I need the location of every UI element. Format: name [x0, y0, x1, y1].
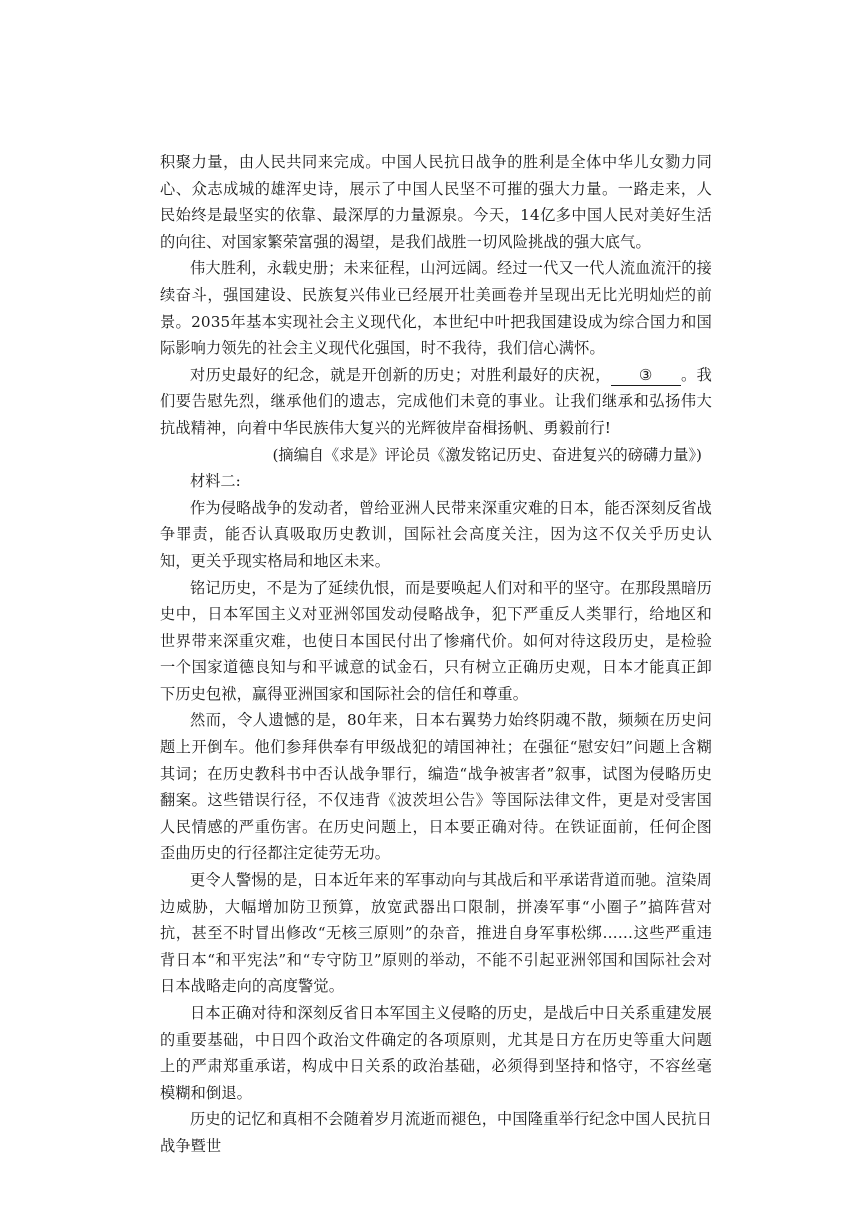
paragraph-3-after-blank: 。我们要告慰先烈，继承他们的遗志，完成他们未竟的事业。让我们继承和弘扬伟大抗战精神，向着中华民族伟大复兴的光辉彼岸奋楫扬帆、勇毅前行!	[160, 365, 712, 437]
paragraph-3-before-blank: 对历史最好的纪念，就是开创新的历史；对胜利最好的庆祝，	[190, 365, 611, 384]
material-two-paragraph-5: 日本正确对待和深刻反省日本军国主义侵略的历史，是战后中日关系重建发展的重要基础，中日四个政治文件确定的各项原则，尤其是日方在历史等重大问题上的严肃郑重承诺，构成中日关系的政治基础，必须得到坚持和恪守，不容丝毫模糊和倒退。	[160, 1004, 712, 1102]
document-page	[160, 149, 712, 1160]
material-one-paragraph-2: 伟大胜利，永载史册；未来征程，山河远阔。经过一代又一代人流血流汗的接续奋斗，强国建设、民族复兴伟业已经展开壮美画卷并呈现出无比光明灿烂的前景。2035年基本实现社会主义现代化，本世纪中叶把我国建设成为综合国力和国际影响力领先的社会主义现代化强国，时不我待，我们信心满怀。	[160, 259, 712, 358]
material-one-paragraph-1: 积聚力量，由人民共同来完成。中国人民抗日战争的胜利是全体中华儿女勠力同心、众志成城的雄浑史诗，展示了中国人民坚不可摧的强大力量。一路走来，人民始终是最坚实的依靠、最深厚的力量源泉。今天，14亿多中国人民对美好生活的向往、对国家繁荣富强的渴望，是我们战胜一切风险挑战的强大底气。	[160, 153, 712, 251]
material-two-paragraph-1: 作为侵略战争的发动者，曾给亚洲人民带来深重灾难的日本，能否深刻反省战争罪责，能否认真吸取历史教训，国际社会高度关注，因为这不仅关乎历史认知，更关乎现实格局和地区未来。	[160, 498, 712, 570]
material-two-paragraph-4: 更令人警惕的是，日本近年来的军事动向与其战后和平承诺背道而驰。渲染周边威胁，大幅增加防卫预算，放宽武器出口限制，拼凑军事“小圈子”搞阵营对抗，甚至不时冒出修改“无核三原则”的杂音，推进自身军事松绑……这些严重违背日本“和平宪法”和“专守防卫”原则的举动，不能不引起亚洲邻国和国际社会对日本战略走向的高度警觉。	[160, 871, 712, 996]
source-citation: (摘编自《求是》评论员《激发铭记历史、奋进复兴的磅礴力量》)	[272, 445, 702, 464]
material-one-paragraph-3	[160, 362, 712, 442]
material-two-paragraph-2: 铭记历史，不是为了延续仇恨，而是要唤起人们对和平的坚守。在那段黑暗历史中，日本军国主义对亚洲邻国发动侵略战争，犯下严重反人类罪行，给地区和世界带来深重灾难，也使日本国民付出了惨痛代价。如何对待这段历史，是检验一个国家道德良知与和平诚意的试金石，只有树立正确历史观，日本才能真正卸下历史包袱，赢得亚洲国家和国际社会的信任和尊重。	[160, 578, 712, 703]
fill-in-blank-3: ③	[611, 365, 681, 386]
material-two-paragraph-6: 历史的记忆和真相不会随着岁月流逝而褪色，中国隆重举行纪念中国人民抗日战争暨世	[160, 1110, 712, 1155]
material-two-heading: 材料二:	[190, 472, 241, 491]
material-two-paragraph-3: 然而，令人遗憾的是，80年来，日本右翼势力始终阴魂不散，频频在历史问题上开倒车。他们参拜供奉有甲级战犯的靖国神社；在强征“慰安妇”问题上含糊其词；在历史教科书中否认战争罪行，编造“战争被害者”叙事，试图为侵略历史翻案。这些错误行径，不仅违背《波茨坦公告》等国际法律文件，更是对受害国人民情感的严重伤害。在历史问题上，日本要正确对待。在铁证面前，任何企图歪曲历史的行径都注定徒劳无功。	[160, 711, 712, 863]
